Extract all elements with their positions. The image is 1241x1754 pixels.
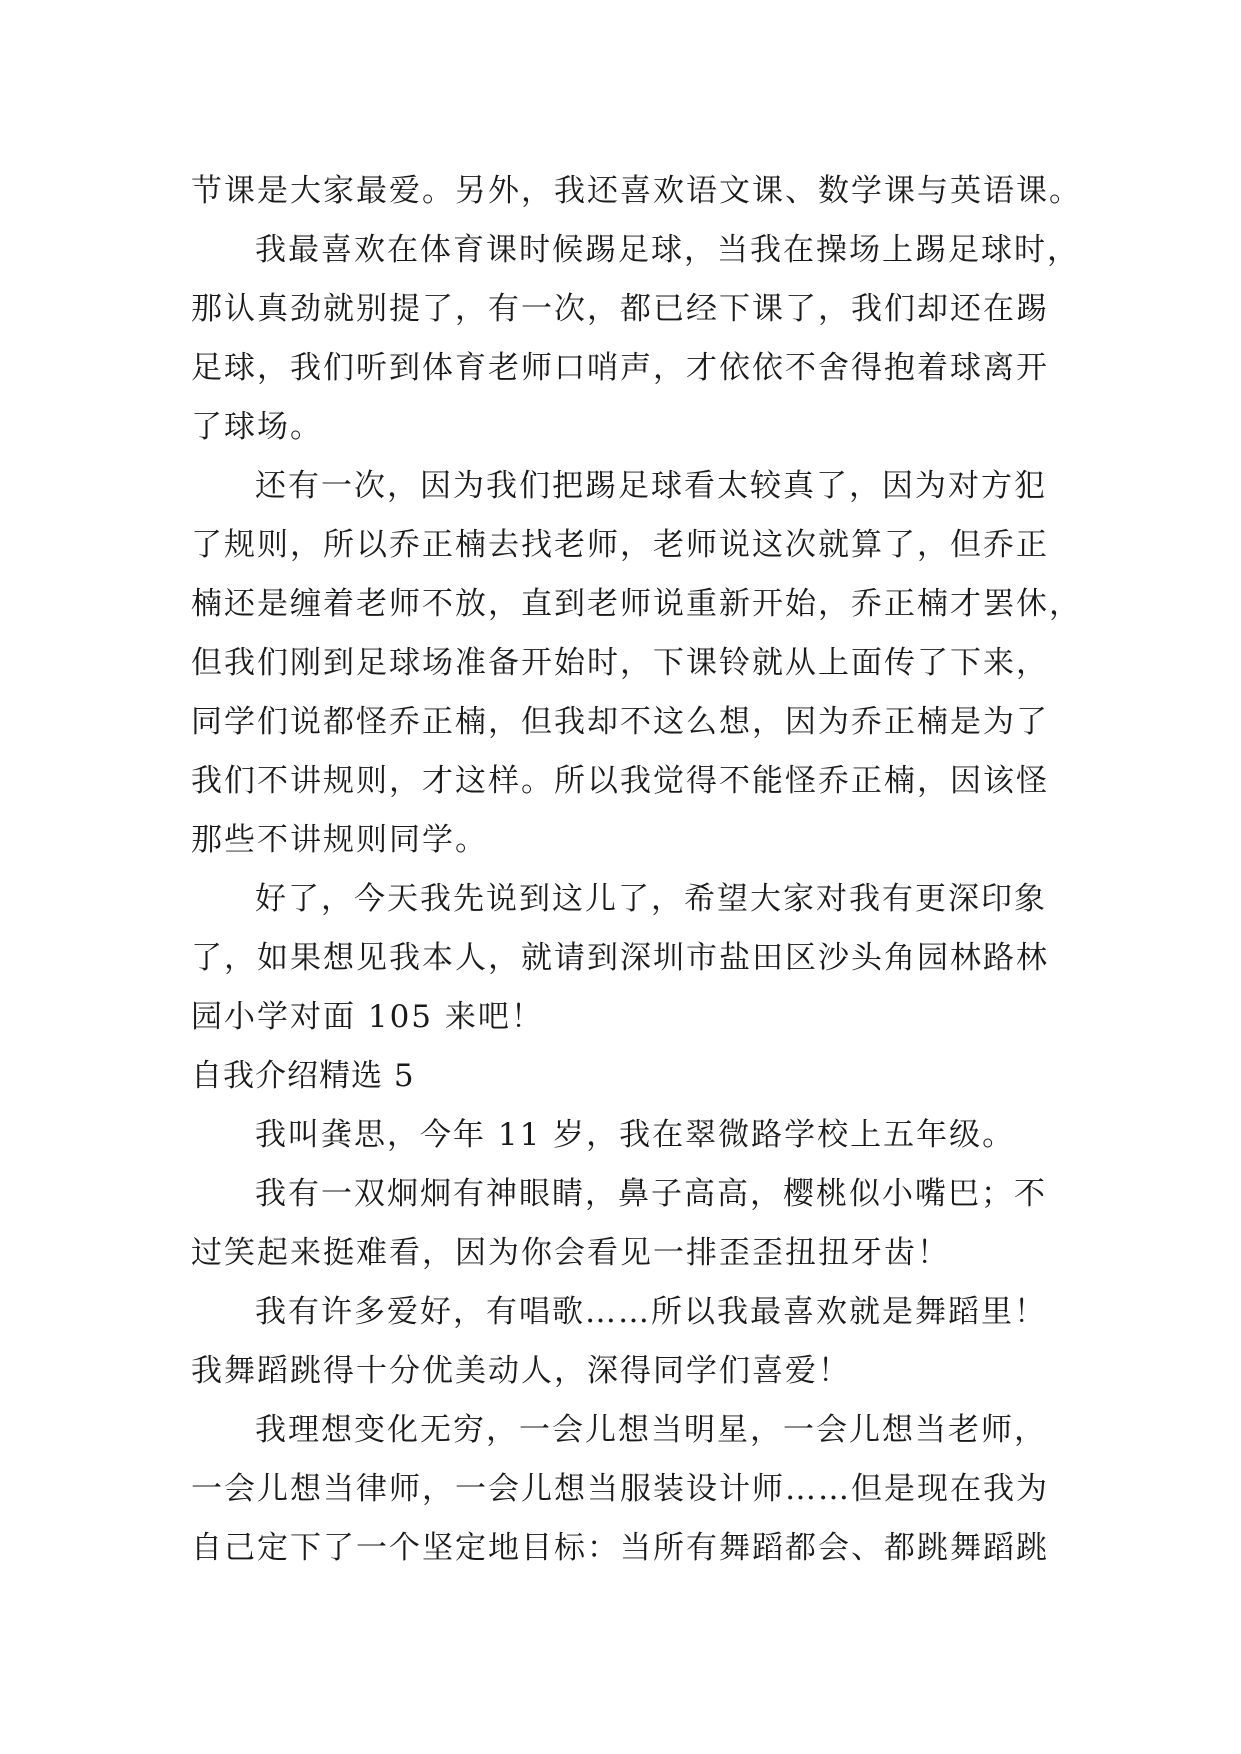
text-line: 园小学对面 105 来吧！ xyxy=(191,999,544,1035)
text-line: 足球，我们听到体育老师口哨声，才依依不舍得抱着球离开 xyxy=(191,350,1049,386)
text-line: 一会儿想当律师，一会儿想当服装设计师……但是现在我为 xyxy=(191,1471,1049,1507)
text-line: 我最喜欢在体育课时候踢足球，当我在操场上踢足球时， xyxy=(255,232,1080,268)
text-line: 我有一双炯炯有神眼睛，鼻子高高，樱桃似小嘴巴；不 xyxy=(255,1176,1047,1212)
text-line: 那些不讲规则同学。 xyxy=(191,822,488,858)
text-line: 了规则，所以乔正楠去找老师，老师说这次就算了，但乔正 xyxy=(191,527,1049,563)
text-line: 那认真劲就别提了，有一次，都已经下课了，我们却还在踢 xyxy=(191,291,1049,327)
text-line: 我理想变化无穷，一会儿想当明星，一会儿想当老师， xyxy=(255,1412,1047,1448)
text-line: 同学们说都怪乔正楠，但我却不这么想，因为乔正楠是为了 xyxy=(191,704,1049,740)
text-line: 我叫龚思，今年 11 岁，我在翠微路学校上五年级。 xyxy=(255,1117,1016,1153)
text-line: 好了，今天我先说到这儿了，希望大家对我有更深印象 xyxy=(255,881,1047,917)
text-line: 我有许多爱好，有唱歌……所以我最喜欢就是舞蹈里！ xyxy=(255,1294,1047,1330)
section-heading: 自我介绍精选 5 xyxy=(191,1058,415,1094)
text-line: 还有一次，因为我们把踢足球看太较真了，因为对方犯 xyxy=(255,468,1047,504)
text-line: 了，如果想见我本人，就请到深圳市盐田区沙头角园林路林 xyxy=(191,940,1049,976)
text-line: 过笑起来挺难看，因为你会看见一排歪歪扭扭牙齿！ xyxy=(191,1235,950,1271)
document-body xyxy=(191,162,1082,1578)
text-line: 了球场。 xyxy=(191,409,323,445)
text-line: 但我们刚到足球场准备开始时，下课铃就从上面传了下来， xyxy=(191,645,1049,681)
text-line: 我舞蹈跳得十分优美动人，深得同学们喜爱！ xyxy=(191,1353,851,1389)
text-line: 自己定下了一个坚定地目标：当所有舞蹈都会、都跳舞蹈跳 xyxy=(191,1530,1049,1566)
text-line: 楠还是缠着老师不放，直到老师说重新开始，乔正楠才罢休， xyxy=(191,586,1082,622)
text-line: 节课是大家最爱。另外，我还喜欢语文课、数学课与英语课。 xyxy=(191,173,1082,209)
text-line: 我们不讲规则，才这样。所以我觉得不能怪乔正楠，因该怪 xyxy=(191,763,1049,799)
